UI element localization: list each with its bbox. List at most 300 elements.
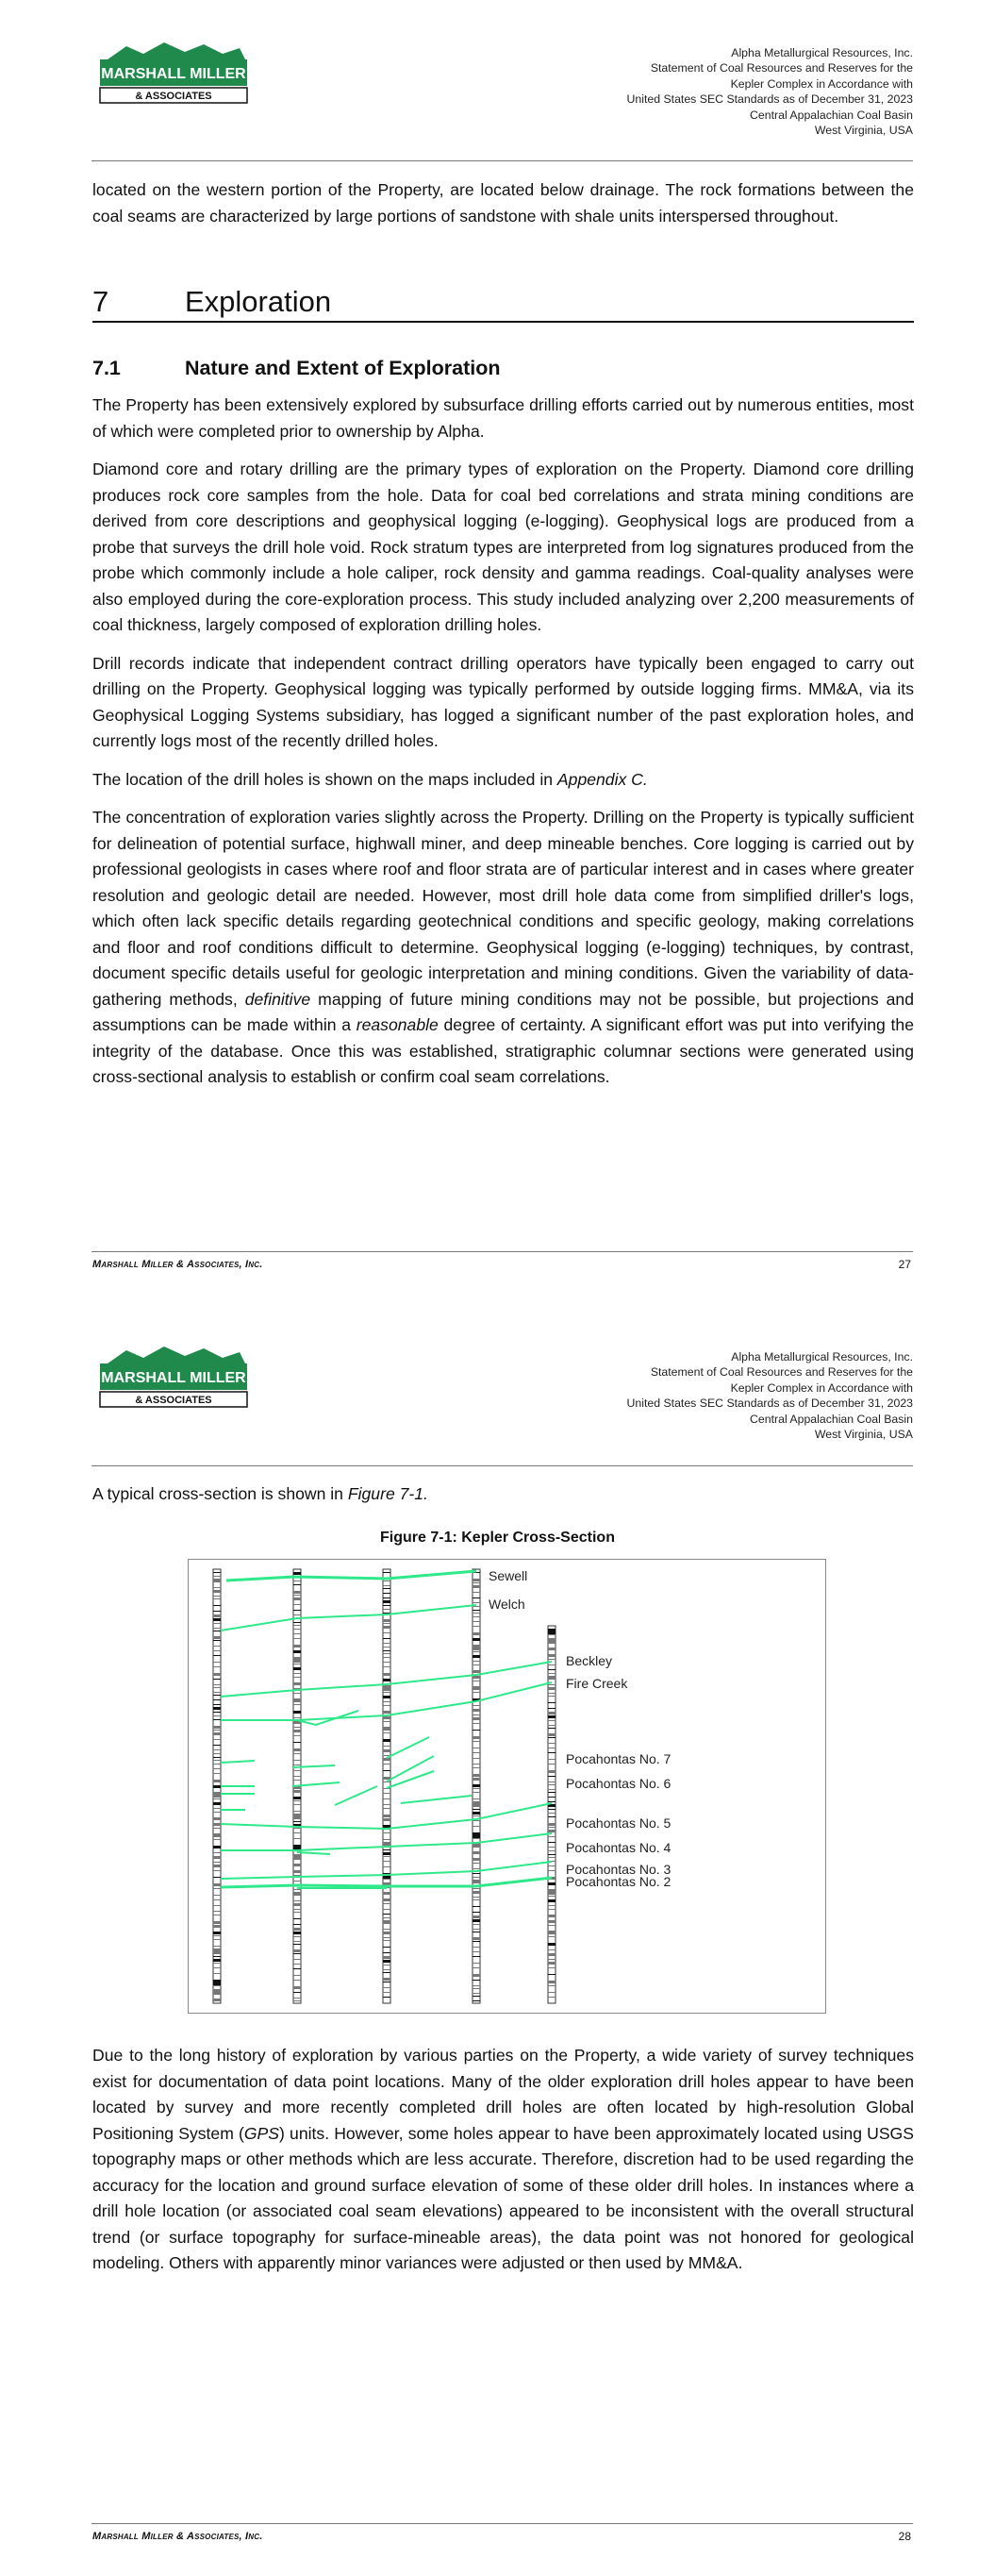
- log-band: [473, 1967, 480, 1968]
- log-band: [473, 2000, 480, 2001]
- log-band: [293, 2000, 301, 2001]
- log-band: [473, 1651, 480, 1652]
- log-band: [548, 1631, 556, 1634]
- log-band: [473, 1717, 480, 1720]
- log-band: [548, 1816, 556, 1817]
- seam-label: Pocahontas No. 6: [566, 1776, 672, 1791]
- log-band: [548, 1673, 556, 1674]
- header-text: [627, 45, 914, 138]
- log-band: [213, 1730, 221, 1731]
- log-band: [473, 1832, 480, 1835]
- log-band: [548, 1676, 556, 1679]
- log-band: [383, 1952, 390, 1953]
- log-band: [213, 1802, 221, 1805]
- log-band: [473, 1845, 480, 1848]
- log-band: [548, 1764, 556, 1765]
- log-band: [473, 1993, 480, 1994]
- log-band: [473, 1767, 480, 1768]
- log-band: [548, 1892, 556, 1895]
- log-band: [473, 1812, 480, 1815]
- log-band: [473, 1741, 480, 1742]
- header-line: Statement of Coal Resources and Reserves for the: [650, 61, 913, 75]
- log-band: [293, 1949, 301, 1952]
- log-band: [293, 1682, 301, 1685]
- header-line: West Virginia, USA: [814, 1428, 913, 1442]
- log-band: [383, 1701, 390, 1702]
- log-band: [293, 1727, 301, 1728]
- paragraph: Diamond core and rotary drilling are the primary types of exploration on the Property. Diamond core drilling produces rock core samples from the hole. Data for coal bed correlations and strata mining conditions are derived from core descriptions and geophysical logging (e-logging). Geophysical logs are produced from a probe that surveys the drill hole void. Rock stratum types are interpreted from log signatures produced from the probe which commonly include a hole caliper, rock density and gamma readings. Coal-quality analyses were also employed during the core-exploration process. This study included analyzing over 2,200 measurements of coal thickness, largely composed of exploration drilling holes.: [92, 460, 914, 634]
- log-band: [213, 1792, 221, 1795]
- log-band: [383, 1917, 390, 1918]
- log-band: [383, 1932, 390, 1934]
- paragraph: The concentration of exploration varies slightly across the Property. Drilling on the Property is typically sufficient for delineation of potential surface, highwall miner, and deep mineable benches. Core logging is carried out by professional geologists in cases where roof and floor strata are of particular interest and in cases where greater resolution and geologic detail are needed. However, most drill hole data come from simplified driller's logs, which often lack specific details regarding geotechnical conditions and specific geology, making correlations and floor and roof conditions difficult to determine. Geophysical logging (e-logging) techniques, by contrast, document specific details useful for geologic interpretation and mining conditions. Given the variability of data-gathering methods, definitive mapping of future mining conditions may not be possible, but projections and assumptions can be made within a reasonable degree of certainty. A significant effort was put into verifying the integrity of the database. Once this was established, stratigraphic columnar sections were generated using cross-sectional analysis to establish or confirm coal seam correlations.: [92, 808, 914, 1086]
- log-band: [473, 1891, 480, 1894]
- log-band: [213, 1760, 221, 1761]
- log-band: [473, 1988, 480, 1989]
- logo-text-bottom: & ASSOCIATES: [135, 1395, 212, 1406]
- log-band: [548, 1974, 556, 1975]
- log-band: [383, 1623, 390, 1624]
- log-band: [548, 1629, 556, 1631]
- log-band: [213, 1795, 221, 1798]
- log-band: [213, 1618, 221, 1621]
- log-band: [548, 1830, 556, 1832]
- log-band: [293, 1864, 301, 1866]
- log-band: [293, 1633, 301, 1634]
- log-band: [548, 1933, 556, 1934]
- header-divider: [91, 1465, 913, 1466]
- log-band: [383, 1721, 390, 1722]
- log-band: [548, 1664, 556, 1665]
- log-band: [473, 1705, 480, 1706]
- log-band: [213, 1655, 221, 1656]
- log-band: [213, 1646, 221, 1647]
- log-band: [383, 1609, 390, 1610]
- seam-line: [221, 1605, 476, 1631]
- seam-label: Sewell: [489, 1568, 528, 1583]
- log-band: [383, 1987, 390, 1988]
- log-band: [548, 1809, 556, 1810]
- log-band: [293, 1814, 301, 1816]
- log-band: [548, 1899, 556, 1902]
- log-band: [383, 1923, 390, 1924]
- log-band: [473, 1906, 480, 1907]
- seam-line-fragment: [335, 1786, 377, 1805]
- survey-paragraph: Due to the long history of exploration by various parties on the Property, a wide variety of survey techniques exist for documentation of data point locations. Many of the older exploration drill holes appear to have been located by survey and more recently completed drill holes are often located by high-resolution Global Positioning System (GPS) units. However, some holes appear to have been approximately located using USGS topography maps or other methods which are less accurate. Therefore, discretion had to be used regarding the accuracy for the location and ground surface elevation of some of these older drill holes. In instances where a drill hole location (or associated coal seam elevations) appeared to be inconsistent with the overall structural trend (or surface topography for surface-mineable areas), the data point was not honored for geological modeling. Others with apparently minor variances were adjusted or then used by MM&A.: [92, 2046, 914, 2272]
- subsection-number: 7.1: [92, 357, 121, 379]
- log-band: [213, 1666, 221, 1667]
- log-band: [213, 1946, 221, 1947]
- log-band: [213, 1963, 221, 1964]
- log-band: [473, 1924, 480, 1925]
- log-band: [383, 1647, 390, 1648]
- log-band: [293, 1610, 301, 1611]
- log-band: [213, 1745, 221, 1746]
- log-band: [383, 1657, 390, 1658]
- log-band: [473, 1838, 480, 1839]
- paragraph: The Property has been extensively explored by subsurface drilling efforts carried out by numerous entities, most of which were completed prior to ownership by Alpha.: [92, 395, 914, 441]
- log-band: [293, 1998, 301, 1999]
- log-band: [383, 1849, 390, 1850]
- log-band: [293, 1828, 301, 1829]
- log-band: [213, 1836, 221, 1837]
- header-line: Central Appalachian Coal Basin: [750, 1412, 913, 1426]
- log-band: [473, 1851, 480, 1854]
- log-band: [383, 1588, 390, 1589]
- log-band: [383, 1758, 390, 1761]
- log-band: [383, 1770, 390, 1771]
- log-band: [383, 1626, 390, 1629]
- log-band: [213, 1687, 221, 1688]
- log-band: [473, 1621, 480, 1622]
- log-band: [213, 1749, 221, 1750]
- log-band: [213, 1877, 221, 1878]
- log-band: [213, 1808, 221, 1809]
- log-band: [473, 1664, 480, 1665]
- log-band: [548, 1997, 556, 1998]
- log-band: [213, 1579, 221, 1581]
- log-band: [473, 1764, 480, 1765]
- seam-line-fragment: [401, 1796, 472, 1803]
- log-band: [473, 1655, 480, 1658]
- log-band: [213, 1695, 221, 1696]
- log-band: [473, 1597, 480, 1598]
- log-band: [548, 1813, 556, 1814]
- log-band: [473, 1880, 480, 1882]
- log-band: [383, 1650, 390, 1651]
- log-band: [473, 1579, 480, 1581]
- seam-label: Pocahontas No. 7: [566, 1751, 672, 1766]
- log-band: [383, 1711, 390, 1714]
- log-band: [293, 1748, 301, 1751]
- cross-section-svg: [189, 1560, 825, 2013]
- log-band: [213, 1753, 221, 1754]
- header-line: Alpha Metallurgical Resources, Inc.: [731, 1350, 913, 1363]
- log-band: [293, 1959, 301, 1960]
- log-band: [383, 1972, 390, 1973]
- log-band: [383, 1727, 390, 1730]
- log-band: [473, 1661, 480, 1662]
- log-band: [548, 1827, 556, 1828]
- log-band: [548, 1953, 556, 1956]
- log-band: [293, 1941, 301, 1942]
- log-band: [293, 1903, 301, 1906]
- log-band: [293, 1832, 301, 1833]
- log-band: [473, 1592, 480, 1593]
- log-band: [293, 1780, 301, 1781]
- log-band: [473, 1882, 480, 1883]
- log-band: [293, 1660, 301, 1663]
- header-line: West Virginia, USA: [814, 124, 913, 138]
- log-band: [383, 1572, 390, 1573]
- log-band: [213, 1650, 221, 1651]
- log-band: [473, 1648, 480, 1650]
- log-band: [213, 1614, 221, 1617]
- log-band: [548, 1823, 556, 1826]
- log-band: [548, 1784, 556, 1785]
- seam-line-fragment: [387, 1756, 434, 1781]
- log-band: [213, 1888, 221, 1889]
- log-band: [213, 1598, 221, 1599]
- log-band: [383, 1788, 390, 1789]
- log-band: [548, 1712, 556, 1715]
- footer-divider: [91, 1251, 913, 1252]
- log-band: [293, 1953, 301, 1954]
- log-band: [293, 1595, 301, 1596]
- log-band: [293, 1804, 301, 1805]
- log-band: [548, 1850, 556, 1851]
- log-band: [548, 1962, 556, 1965]
- log-band: [213, 1992, 221, 1995]
- log-band: [548, 1847, 556, 1848]
- appendix-reference: Appendix C.: [556, 769, 648, 789]
- log-band: [473, 1815, 480, 1816]
- seam-label: Pocahontas No. 4: [566, 1840, 672, 1855]
- log-band: [293, 1701, 301, 1702]
- log-band: [473, 1974, 480, 1977]
- log-band: [383, 1798, 390, 1799]
- log-band: [548, 1776, 556, 1777]
- log-band: [473, 1736, 480, 1739]
- log-band: [548, 1770, 556, 1773]
- log-band: [213, 1780, 221, 1782]
- log-band: [548, 1925, 556, 1926]
- log-band: [213, 1921, 221, 1924]
- log-band: [473, 1774, 480, 1777]
- log-band: [473, 1804, 480, 1807]
- log-band: [383, 1956, 390, 1959]
- log-band: [383, 1839, 390, 1840]
- page-number: 28: [898, 2530, 911, 2543]
- log-band: [293, 1614, 301, 1615]
- log-band: [473, 1951, 480, 1952]
- log-band: [473, 1676, 480, 1679]
- log-band: [548, 1959, 556, 1960]
- log-band: [473, 1582, 480, 1583]
- log-band: [383, 1937, 390, 1938]
- log-band: [548, 1759, 556, 1760]
- log-band: [473, 1602, 480, 1603]
- log-band: [383, 1815, 390, 1817]
- log-band: [293, 1622, 301, 1623]
- footer-divider: [91, 2523, 913, 2524]
- log-band: [548, 1679, 556, 1680]
- log-band: [383, 1866, 390, 1867]
- log-band: [473, 1873, 480, 1874]
- log-band: [213, 1719, 221, 1720]
- log-band: [213, 1732, 221, 1735]
- seam-line: [221, 1761, 255, 1763]
- log-band: [473, 1912, 480, 1913]
- log-band: [383, 1688, 390, 1691]
- log-band: [383, 1730, 390, 1731]
- log-band: [548, 1905, 556, 1906]
- log-band: [293, 1912, 301, 1913]
- log-band: [473, 1858, 480, 1861]
- log-band: [293, 1975, 301, 1976]
- log-band: [473, 1980, 480, 1981]
- log-band: [473, 1899, 480, 1900]
- log-band: [473, 1613, 480, 1614]
- log-band: [548, 1684, 556, 1685]
- log-band: [548, 1648, 556, 1650]
- log-band: [213, 1704, 221, 1705]
- log-band: [293, 1667, 301, 1670]
- log-band: [293, 1638, 301, 1639]
- log-band: [293, 1928, 301, 1931]
- log-band: [473, 1996, 480, 1997]
- log-band: [293, 1597, 301, 1600]
- log-band: [383, 1749, 390, 1752]
- paragraph: Drill records indicate that independent contract drilling operators have typically been engaged to carry out drilling on the Property. Geophysical logging was typically performed by outside logging firms. MM&A, via its Geophysical Logging Systems subsidiary, has logged a significant number of the past exploration holes, and currently logs most of the recently drilled holes.: [92, 653, 914, 750]
- log-band: [473, 1778, 480, 1781]
- log-band: [473, 1689, 480, 1690]
- log-band: [548, 1752, 556, 1753]
- log-band: [548, 1985, 556, 1986]
- log-band: [383, 1600, 390, 1603]
- figure-intro: A typical cross-section is shown in Figure 7-1.: [92, 1484, 428, 1503]
- header-line: United States SEC Standards as of December 31, 2023: [626, 92, 913, 107]
- log-band: [383, 1920, 390, 1923]
- log-band: [473, 1919, 480, 1922]
- log-band: [213, 1911, 221, 1912]
- log-band: [548, 1943, 556, 1946]
- log-band: [548, 1865, 556, 1866]
- log-band: [293, 1875, 301, 1876]
- log-band: [473, 1792, 480, 1793]
- log-band: [548, 1882, 556, 1885]
- log-band: [383, 1685, 390, 1688]
- mma-logo: [98, 41, 251, 110]
- log-band: [213, 1973, 221, 1974]
- log-band: [293, 1932, 301, 1934]
- seam-label: Pocahontas No. 5: [566, 1815, 672, 1831]
- log-band: [213, 1846, 221, 1848]
- logo-text-top: MARSHALL MILLER: [101, 1370, 246, 1386]
- log-band: [473, 1670, 480, 1673]
- log-band: [548, 1836, 556, 1837]
- log-band: [383, 1997, 390, 1998]
- log-band: [293, 1968, 301, 1969]
- section-title: Exploration: [185, 285, 332, 318]
- log-band: [213, 1684, 221, 1685]
- log-band: [548, 1801, 556, 1802]
- log-band: [383, 1978, 390, 1981]
- log-band: [383, 1892, 390, 1895]
- log-band: [293, 1693, 301, 1694]
- log-band: [293, 1790, 301, 1793]
- log-band: [213, 1596, 221, 1597]
- log-band: [383, 1903, 390, 1904]
- seam-line-fragment: [387, 1737, 429, 1758]
- log-band: [213, 1949, 221, 1951]
- section-body: [92, 393, 914, 1103]
- logo-text-top: MARSHALL MILLER: [101, 66, 246, 82]
- log-band: [383, 1716, 390, 1719]
- log-band: [213, 1640, 221, 1641]
- log-band: [383, 1746, 390, 1747]
- log-band: [293, 1742, 301, 1743]
- subsection-heading: [92, 357, 500, 380]
- log-band: [548, 1641, 556, 1644]
- intro-paragraph: [92, 177, 914, 242]
- log-band: [213, 1905, 221, 1906]
- log-band: [293, 1918, 301, 1919]
- log-band: [213, 1899, 221, 1900]
- log-band: [473, 1616, 480, 1617]
- log-band: [293, 1584, 301, 1585]
- log-band: [213, 1935, 221, 1936]
- seam-line: [226, 1571, 476, 1581]
- log-band: [473, 1826, 480, 1827]
- header-line: Kepler Complex in Accordance with: [730, 1380, 913, 1395]
- log-band: [548, 1792, 556, 1793]
- header-line: Central Appalachian Coal Basin: [750, 108, 913, 122]
- log-band: [213, 1572, 221, 1573]
- log-band: [213, 1999, 221, 2001]
- log-band: [548, 1669, 556, 1670]
- log-band: [473, 1888, 480, 1889]
- header-text: [627, 1349, 914, 1442]
- log-band: [213, 1673, 221, 1676]
- log-band: [383, 1732, 390, 1733]
- log-band: [293, 1895, 301, 1896]
- log-band: [213, 1925, 221, 1928]
- log-band: [293, 1591, 301, 1594]
- log-band: [548, 1915, 556, 1917]
- log-band: [383, 1842, 390, 1845]
- log-band: [548, 1781, 556, 1782]
- page-number: 27: [898, 1258, 911, 1271]
- log-band: [473, 1929, 480, 1930]
- log-band: [213, 1628, 221, 1629]
- log-band: [473, 1788, 480, 1789]
- log-band: [213, 1967, 221, 1968]
- log-band: [473, 1784, 480, 1787]
- log-band: [293, 1964, 301, 1965]
- log-band: [213, 1939, 221, 1940]
- paragraph: The location of the drill holes is shown on the maps included in Appendix C.: [92, 769, 648, 789]
- log-band: [548, 1693, 556, 1694]
- log-band: [293, 1811, 301, 1812]
- header-line: Statement of Coal Resources and Reserves for the: [650, 1365, 913, 1380]
- log-band: [548, 1920, 556, 1923]
- log-band: [213, 1856, 221, 1859]
- log-band: [473, 1638, 480, 1641]
- log-band: [473, 1692, 480, 1693]
- log-band: [548, 1967, 556, 1968]
- footer-company: Marshall Miller & Associates, Inc.: [92, 2531, 263, 2542]
- log-band: [213, 1715, 221, 1716]
- log-band: [548, 1634, 556, 1635]
- log-band: [293, 1735, 301, 1736]
- log-band: [383, 1679, 390, 1681]
- log-band: [293, 1870, 301, 1873]
- log-band: [293, 1909, 301, 1910]
- seam-label: Fire Creek: [566, 1676, 628, 1691]
- log-band: [548, 1720, 556, 1721]
- log-band: [548, 1702, 556, 1703]
- log-band: [213, 1679, 221, 1680]
- log-band: [293, 1698, 301, 1701]
- seam-label: Pocahontas No. 3: [566, 1862, 672, 1877]
- log-band: [473, 1897, 480, 1898]
- log-band: [213, 1812, 221, 1813]
- log-band: [383, 1597, 390, 1598]
- log-band: [213, 1959, 221, 1962]
- log-band: [293, 1730, 301, 1732]
- log-band: [213, 1895, 221, 1896]
